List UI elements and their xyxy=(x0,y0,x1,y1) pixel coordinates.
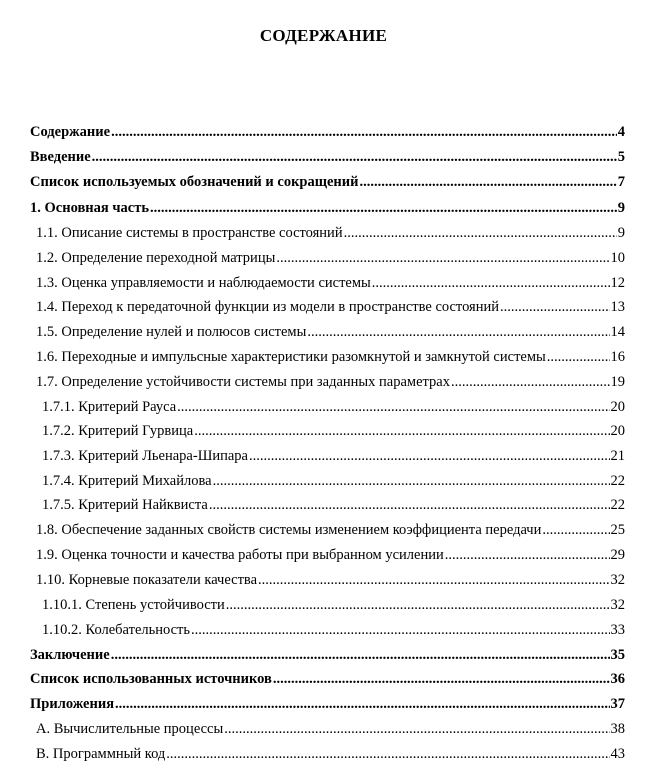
toc-entry[interactable] xyxy=(36,372,625,392)
toc-dot-leader xyxy=(166,744,609,764)
toc-entry-label: 1.7.1. Критерий Рауса xyxy=(42,399,177,415)
toc-entry-page-number: 29 xyxy=(610,547,625,563)
toc-entry-label: 1.10.1. Степень устойчивости xyxy=(42,597,225,613)
toc-entry[interactable] xyxy=(42,397,625,417)
toc-entry-page-number: 38 xyxy=(610,721,625,737)
toc-entry-page-number: 25 xyxy=(610,522,625,538)
toc-entry-label: Список использованных источников xyxy=(30,671,272,687)
toc-entry-label: Содержание xyxy=(30,124,111,140)
toc-entry-page-number: 32 xyxy=(610,572,625,588)
toc-entry-label: 1.7. Определение устойчивости системы при заданных параметрах xyxy=(36,374,450,390)
toc-entry-page-number: 37 xyxy=(610,696,625,712)
toc-dot-leader xyxy=(451,372,610,392)
toc-dot-leader xyxy=(115,694,609,714)
toc-dot-leader xyxy=(209,495,610,515)
toc-dot-leader xyxy=(307,322,609,342)
toc-entry[interactable] xyxy=(36,297,625,317)
toc-dot-leader xyxy=(111,122,617,142)
toc-entry[interactable] xyxy=(36,322,625,342)
toc-entry-page-number: 5 xyxy=(617,149,625,165)
toc-entry[interactable] xyxy=(30,645,625,665)
toc-entry[interactable] xyxy=(30,694,625,714)
toc-entry[interactable] xyxy=(30,122,625,142)
toc-entry[interactable] xyxy=(42,421,625,441)
toc-entry-page-number: 14 xyxy=(610,324,625,340)
toc-entry-label: 1.4. Переход к передаточной функции из модели в пространстве состояний xyxy=(36,299,499,315)
toc-entry[interactable] xyxy=(30,147,625,167)
toc-entry-page-number: 35 xyxy=(610,647,625,663)
toc-entry-page-number: 22 xyxy=(610,473,625,489)
toc-entry-label: 1.9. Оценка точности и качества работы при выбранном усилении xyxy=(36,547,444,563)
toc-dot-leader xyxy=(224,719,609,739)
toc-entry-page-number: 20 xyxy=(610,423,625,439)
toc-dot-leader xyxy=(150,198,617,218)
toc-entry-label: 1.8. Обеспечение заданных свойств системы изменением коэффициента передачи xyxy=(36,522,542,538)
toc-entry-page-number: 13 xyxy=(610,299,625,315)
toc-entry-page-number: 9 xyxy=(617,225,625,241)
toc-entry-label: 1.5. Определение нулей и полюсов системы xyxy=(36,324,307,340)
toc-entry[interactable] xyxy=(36,520,625,540)
toc-dot-leader xyxy=(213,471,610,491)
toc-entry[interactable] xyxy=(36,248,625,268)
toc-dot-leader xyxy=(273,669,610,689)
toc-entry-label: Приложения xyxy=(30,696,115,712)
toc-entry[interactable] xyxy=(42,495,625,515)
toc-entry[interactable] xyxy=(36,570,625,590)
toc-entry-label: Заключение xyxy=(30,647,110,663)
toc-dot-leader xyxy=(344,223,617,243)
toc-entry[interactable] xyxy=(36,719,625,739)
toc-entry-page-number: 36 xyxy=(610,671,625,687)
toc-dot-leader xyxy=(92,147,617,167)
toc-dot-leader xyxy=(249,446,610,466)
toc-entry[interactable] xyxy=(42,620,625,640)
toc-entry-page-number: 16 xyxy=(610,349,625,365)
toc-dot-leader xyxy=(258,570,609,590)
toc-entry-label: 1.6. Переходные и импульсные характеристики разомкнутой и замкнутой системы xyxy=(36,349,546,365)
toc-entry-label: 1.10. Корневые показатели качества xyxy=(36,572,258,588)
toc-entry[interactable] xyxy=(36,223,625,243)
toc-entry-label: Введение xyxy=(30,149,91,165)
toc-entry-label: 1.1. Описание системы в пространстве состояний xyxy=(36,225,343,241)
toc-entry[interactable] xyxy=(42,446,625,466)
toc-dot-leader xyxy=(276,248,609,268)
toc-dot-leader xyxy=(547,347,610,367)
toc-entry[interactable] xyxy=(36,744,625,764)
toc-entry-page-number: 20 xyxy=(610,399,625,415)
toc-entry-page-number: 43 xyxy=(610,746,625,762)
toc-entry-label: А. Вычислительные процессы xyxy=(36,721,224,737)
toc-entry-page-number: 32 xyxy=(610,597,625,613)
toc-entry-label: Список используемых обозначений и сокращений xyxy=(30,174,359,190)
toc-entry[interactable] xyxy=(30,669,625,689)
toc-dot-leader xyxy=(226,595,610,615)
toc-entry[interactable] xyxy=(30,172,625,192)
toc-entry[interactable] xyxy=(30,198,625,218)
toc-entry-page-number: 9 xyxy=(617,200,625,216)
toc-entry[interactable] xyxy=(36,347,625,367)
toc-dot-leader xyxy=(191,620,610,640)
toc-dot-leader xyxy=(359,172,616,192)
page-title: СОДЕРЖАНИЕ xyxy=(259,26,388,45)
toc-entry-label: 1.3. Оценка управляемости и наблюдаемости системы xyxy=(36,275,371,291)
toc-entry-page-number: 21 xyxy=(610,448,625,464)
toc-entry[interactable] xyxy=(42,595,625,615)
toc-entry-label: 1.10.2. Колебательность xyxy=(42,622,190,638)
toc-dot-leader xyxy=(111,645,610,665)
toc-dot-leader xyxy=(372,273,610,293)
toc-entry-page-number: 33 xyxy=(610,622,625,638)
toc-entry-label: 1.7.3. Критерий Льенара-Шипара xyxy=(42,448,248,464)
toc-dot-leader xyxy=(445,545,610,565)
toc-dot-leader xyxy=(194,421,609,441)
toc-dot-leader xyxy=(542,520,609,540)
toc-entry-page-number: 4 xyxy=(617,124,625,140)
toc-entry-label: 1. Основная часть xyxy=(30,200,150,216)
toc-entry-page-number: 10 xyxy=(610,250,625,266)
toc-entry-label: В. Программный код xyxy=(36,746,166,762)
toc-entry-label: 1.7.5. Критерий Найквиста xyxy=(42,497,208,513)
toc-entry-label: 1.2. Определение переходной матрицы xyxy=(36,250,276,266)
toc-entry[interactable] xyxy=(36,545,625,565)
toc-entry-label: 1.7.4. Критерий Михайлова xyxy=(42,473,212,489)
toc-entry-page-number: 7 xyxy=(617,174,625,190)
toc-dot-leader xyxy=(500,297,610,317)
toc-entry-label: 1.7.2. Критерий Гурвица xyxy=(42,423,194,439)
toc-entry-page-number: 12 xyxy=(610,275,625,291)
toc-entry-page-number: 19 xyxy=(610,374,625,390)
toc-dot-leader xyxy=(177,397,609,417)
toc-entry[interactable] xyxy=(42,471,625,491)
toc-entry[interactable] xyxy=(36,273,625,293)
toc-entry-page-number: 22 xyxy=(610,497,625,513)
